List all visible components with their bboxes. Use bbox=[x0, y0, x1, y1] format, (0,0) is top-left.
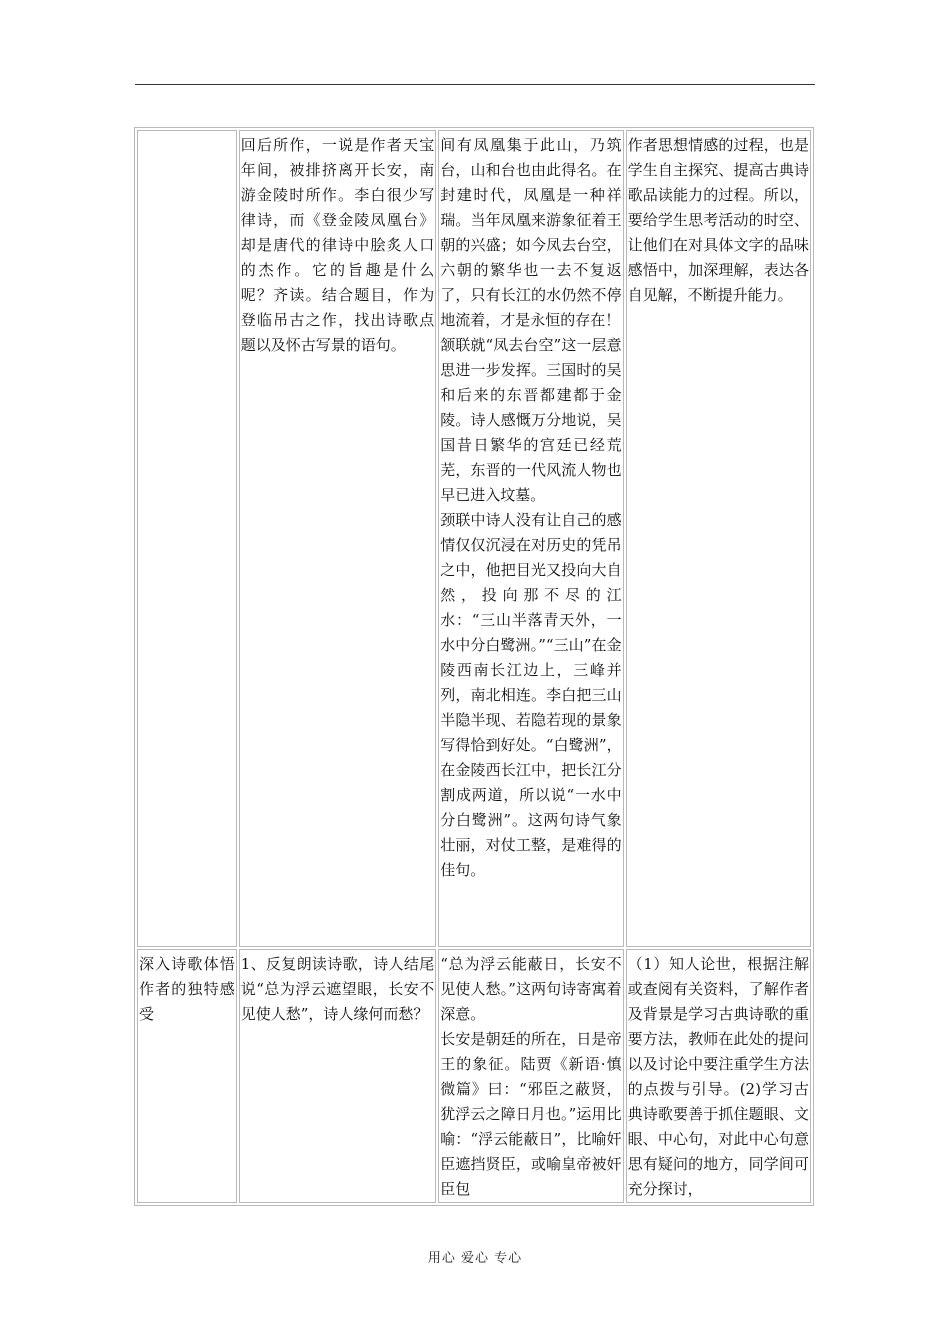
intent-text: （1）知人论世，根据注解或查阅有关资料，了解作者及背景是学习古典诗歌的重要方法，教师在此处的提问以及讨论中要注重学生方法的点拨与引导。(2)学习古典诗歌要善于抓住题眼、文眼、中心句，对此中心句意思有疑问的地方，同学间可充分探讨， bbox=[627, 955, 809, 1198]
header-rule bbox=[135, 84, 815, 85]
stage-text: 深入诗歌体悟作者的独特感受 bbox=[139, 955, 235, 1023]
question-cell bbox=[239, 130, 436, 947]
analysis-paragraph: “总为浮云能蔽日，长安不见使人愁。”这两句诗寄寓着深意。 bbox=[440, 955, 622, 1023]
page-footer: 用心 爱心 专心 bbox=[427, 1251, 523, 1266]
stage-cell bbox=[137, 130, 237, 947]
analysis-paragraph: 长安是朝廷的所在，日是帝王的象征。陆贾《新语·慎微篇》曰：“邪臣之蔽贤，犹浮云之障日月也。”运用比喻：“浮云能蔽日”，比喻奸臣遮挡贤臣，或喻皇帝被奸臣包 bbox=[440, 1030, 622, 1198]
table-row bbox=[137, 130, 811, 947]
question-cell bbox=[239, 949, 436, 1203]
analysis-paragraph: 间有凤凰集于此山，乃筑台，山和台也由此得名。在封建时代，凤凰是一种祥瑞。当年凤凰来游象征着王朝的兴盛；如今凤去台空，六朝的繁华也一去不复返了，只有长江的水仍然不停地流着，才是永恒的存在！ bbox=[440, 136, 622, 329]
intent-cell bbox=[626, 130, 811, 947]
analysis-paragraph: 颈联中诗人没有让自己的感情仅仅沉浸在对历史的凭吊之中，他把目光又投向大自然，投向那不尽的江水：“三山半落青天外，一水中分白鹭洲。”“三山”在金陵西南长江边上，三峰并列，南北相连。李白把三山半隐半现、若隐若现的景象写得恰到好处。“白鹭洲”，在金陵西长江中，把长江分割成两道，所以说“一水中分白鹭洲”。这两句诗气象壮丽，对仗工整，是难得的佳句。 bbox=[440, 511, 622, 879]
lesson-plan-table bbox=[134, 127, 814, 1206]
table-row bbox=[137, 949, 811, 1203]
analysis-cell bbox=[438, 130, 623, 947]
analysis-paragraph: 颔联就“凤去台空”这一层意思进一步发挥。三国时的吴和后来的东晋都建都于金陵。诗人感慨万分地说，吴国昔日繁华的宫廷已经荒芜，东晋的一代风流人物也早已进入坟墓。 bbox=[440, 336, 622, 504]
question-text: 回后所作，一说是作者天宝年间，被排挤离开长安，南游金陵时所作。李白很少写律诗，而《登金陵凤凰台》却是唐代的律诗中脍炙人口的杰作。它的旨趣是什么呢？齐读。结合题目，作为登临吊古之作，找出诗歌点题以及怀古写景的语句。 bbox=[240, 136, 435, 354]
intent-text: 作者思想情感的过程，也是学生自主探究、提高古典诗歌品读能力的过程。所以，要给学生思考活动的时空、让他们在对具体文字的品味感悟中，加深理解，表达各自见解，不断提升能力。 bbox=[627, 136, 809, 304]
analysis-cell bbox=[438, 949, 623, 1203]
question-text: 1、反复朗读诗歌，诗人结尾说“总为浮云遮望眼，长安不见使人愁”，诗人缘何而愁？ bbox=[240, 955, 435, 1023]
stage-cell bbox=[137, 949, 237, 1203]
intent-cell bbox=[626, 949, 811, 1203]
